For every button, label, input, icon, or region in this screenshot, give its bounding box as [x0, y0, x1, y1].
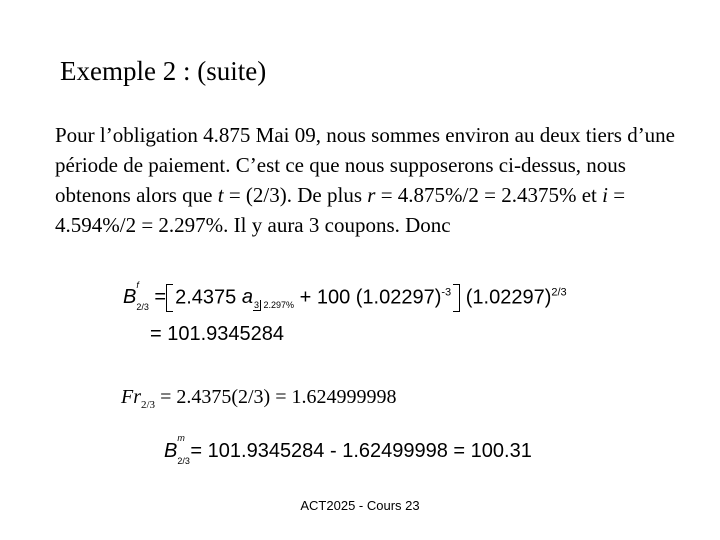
slide-footer: ACT2025 - Cours 23 — [300, 498, 420, 513]
paragraph-text-2: = (2/3). De plus — [223, 183, 368, 207]
accrued-interest-text: = 2.4375(2/3) = 1.624999998 — [155, 386, 397, 408]
equals-sign: = — [154, 286, 167, 309]
body-paragraph — [55, 120, 675, 240]
dirty-price-value: 101.9345284 — [167, 323, 285, 345]
formula-accrued-interest — [121, 386, 397, 411]
annuity-symbol: $a_{3 2.297\%}$ — [241, 286, 295, 311]
equals-sign-2: = — [150, 323, 162, 345]
exponent-neg3: -3 — [441, 286, 452, 299]
exponent-2-3: 2/3 — [551, 286, 567, 299]
paragraph-text-3: = 4.875%/2 = 2.4375% et — [375, 183, 603, 207]
formula-bond-price — [123, 279, 567, 313]
fr-symbol: Fr — [121, 386, 141, 408]
var-t: t — [217, 183, 224, 207]
var-r: r — [367, 183, 376, 207]
formula-market-price — [164, 433, 532, 466]
paragraph-text-1: Pour l’obligation 4.875 Mai 09, nous sommes environ au deux tiers d’une période de paiement. C’est ce que nous supposerons ci-dessus, nous obtenons alors que — [55, 123, 676, 207]
plus-100: + 100 — [299, 286, 351, 309]
coupon-value: 2.4375 — [175, 286, 237, 309]
left-bracket — [166, 284, 173, 312]
symbol-B: $B^f$ 2/3 — [123, 279, 149, 313]
paragraph-text-4: = 4.594%/2 = 2.297%. Il y aura 3 coupons. Donc — [55, 183, 626, 237]
symbol-Bm: $B^m$ 2/3 — [164, 433, 190, 466]
accrual-factor: (1.02297) — [465, 286, 552, 309]
discount-factor: (1.02297) — [355, 286, 442, 309]
slide-title: Exemple 2 : (suite) — [60, 56, 267, 86]
var-i: i — [602, 183, 608, 207]
market-price-text: = 101.9345284 - 1.62499998 = 100.31 — [190, 440, 532, 462]
fr-subscript: 2/3 — [141, 399, 156, 411]
right-bracket — [453, 284, 460, 312]
formula-result — [150, 323, 284, 346]
